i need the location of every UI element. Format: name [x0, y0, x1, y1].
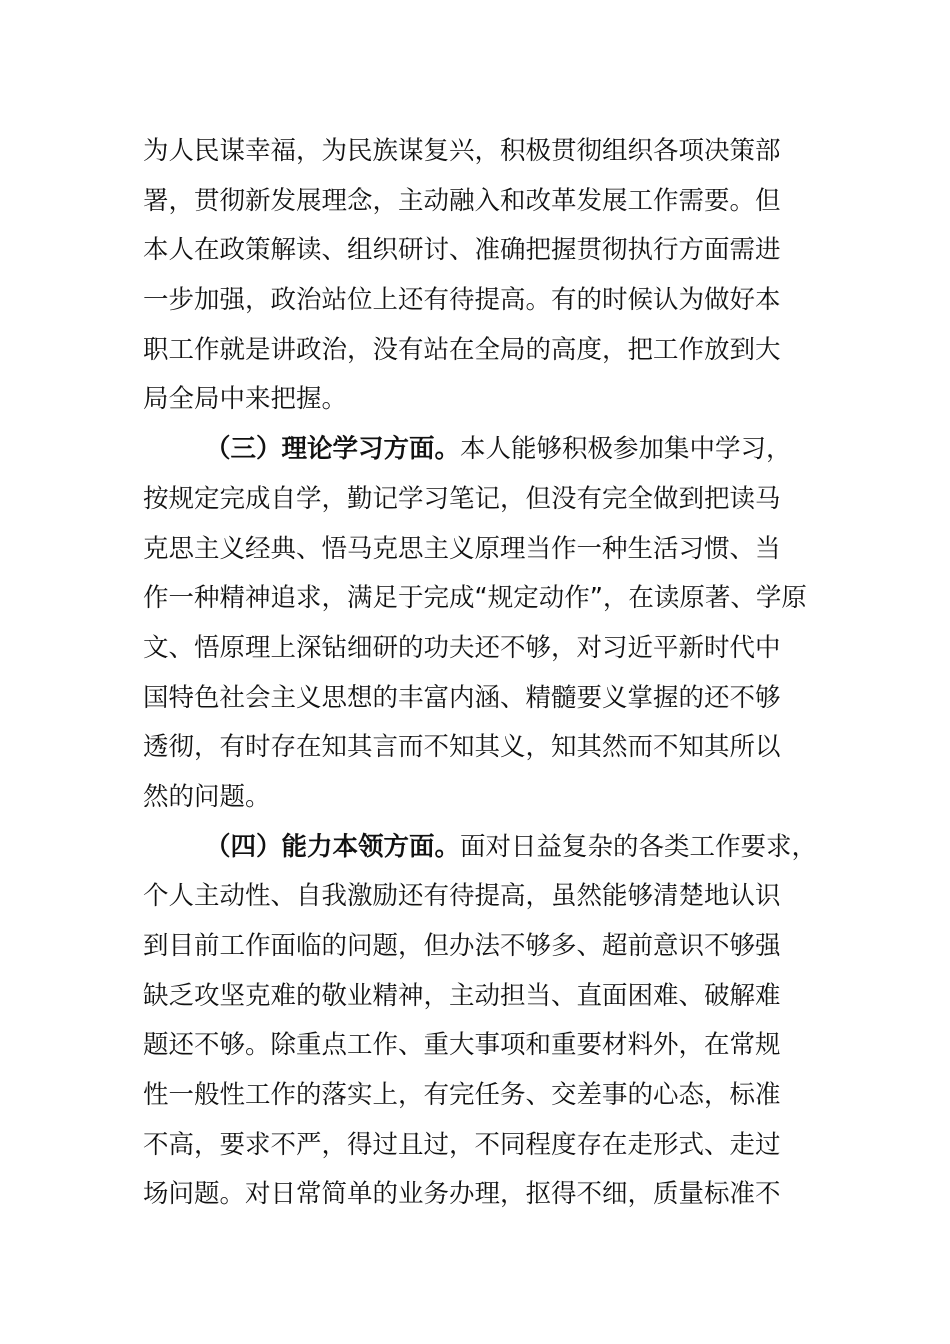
paragraph-line: 职工作就是讲政治，没有站在全局的高度，把工作放到大: [143, 334, 781, 365]
paragraph-line: 署，贯彻新发展理念，主动融入和改革发展工作需要。但: [143, 185, 781, 216]
paragraph-line: 透彻，有时存在知其言而不知其义，知其然而不知其所以: [143, 732, 781, 763]
paragraph-line: 缺乏攻坚克难的敬业精神，主动担当、直面困难、破解难: [143, 980, 781, 1011]
paragraph-line: 面对日益复杂的各类工作要求，: [460, 831, 818, 862]
paragraph-line: 然的问题。: [143, 781, 271, 812]
paragraph-line: 到目前工作面临的问题，但办法不够多、超前意识不够强: [143, 931, 781, 961]
paragraph-line: 按规定完成自学，勤记学习笔记，但没有完全做到把读马: [143, 483, 781, 514]
section-3-first-line: [143, 425, 843, 475]
paragraph-line: 国特色社会主义思想的丰富内涵、精髓要义掌握的还不够: [143, 682, 781, 713]
paragraph-line: 克思主义经典、悟马克思主义原理当作一种生活习惯、当: [143, 533, 781, 564]
paragraph-line: 场问题。对日常简单的业务办理，抠得不细，质量标准不: [143, 1179, 781, 1210]
section-4-heading: （四）能力本领方面。: [205, 831, 461, 862]
section-4-first-line: [143, 823, 843, 873]
paragraph-line: 文、悟原理上深钻细研的功夫还不够，对习近平新时代中: [143, 632, 781, 663]
paragraph-line: 作一种精神追求，满足于完成“规定动作”，在读原著、学原: [143, 583, 807, 614]
paragraph-line: 一步加强，政治站位上还有待提高。有的时候认为做好本: [143, 285, 781, 316]
paragraph-line: 个人主动性、自我激励还有待提高，虽然能够清楚地认识: [143, 881, 781, 912]
paragraph-line: 局全局中来把握。: [143, 384, 348, 415]
paragraph-line: 性一般性工作的落实上，有完任务、交差事的心态，标准: [143, 1080, 781, 1111]
document-body: [143, 127, 843, 1220]
paragraph-line: 不高，要求不严，得过且过，不同程度存在走形式、走过: [143, 1129, 781, 1160]
paragraph-line: 题还不够。除重点工作、重大事项和重要材料外，在常规: [143, 1030, 781, 1061]
section-3-heading: （三）理论学习方面。: [205, 434, 461, 465]
paragraph-line: 本人在政策解读、组织研讨、准确把握贯彻执行方面需进: [143, 235, 781, 266]
paragraph-line: 为人民谋幸福，为民族谋复兴，积极贯彻组织各项决策部: [143, 136, 781, 166]
paragraph-line: 本人能够积极参加集中学习，: [460, 434, 792, 465]
